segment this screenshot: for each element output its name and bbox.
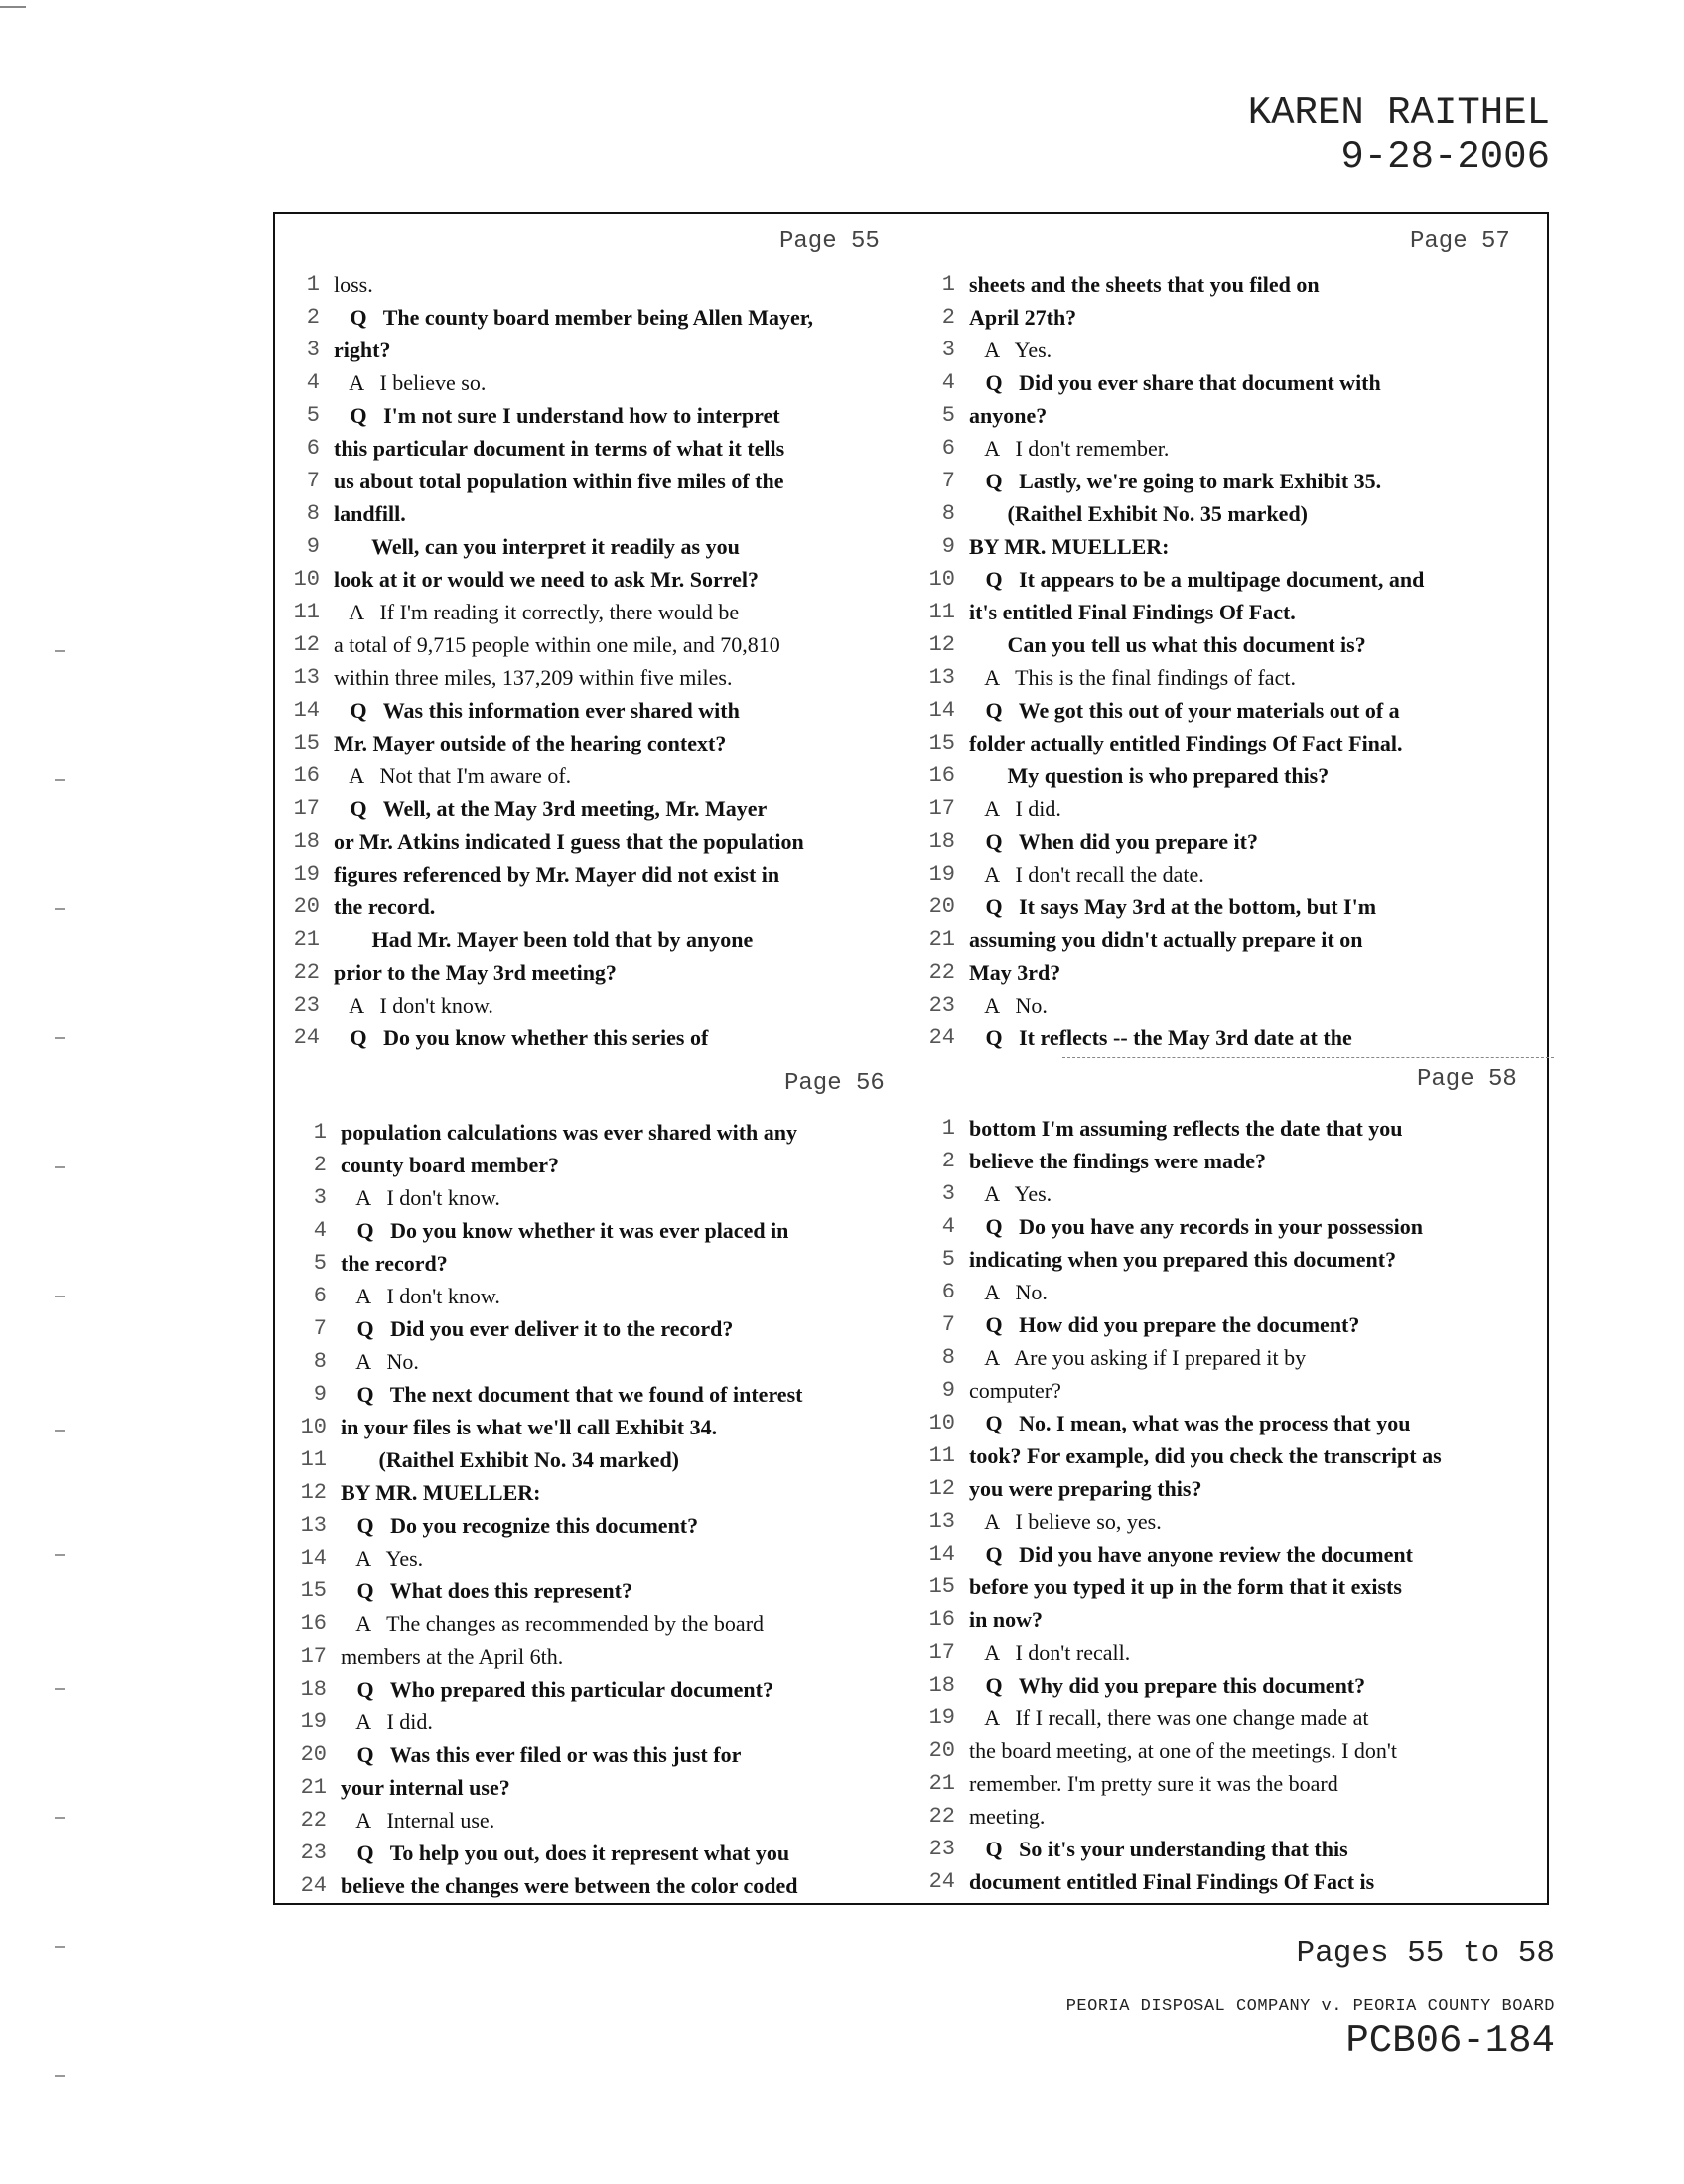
line-text: assuming you didn't actually prepare it on: [969, 927, 1363, 952]
line-number: 10: [928, 567, 955, 592]
line-number: 15: [300, 1578, 327, 1603]
line-text: (Raithel Exhibit No. 34 marked): [341, 1447, 679, 1472]
document-header: [1248, 91, 1550, 179]
line-text: A If I'm reading it correctly, there would be: [334, 600, 740, 624]
line-number: 24: [300, 1873, 327, 1898]
line-number: 5: [941, 1247, 955, 1272]
line-number: 10: [293, 567, 320, 592]
line-number: 2: [941, 305, 955, 330]
line-number: 11: [928, 1443, 955, 1468]
line-text: before you typed it up in the form that it exists: [969, 1574, 1402, 1599]
line-number: 18: [293, 829, 320, 854]
line-text: (Raithel Exhibit No. 35 marked): [969, 501, 1308, 526]
line-number: 13: [300, 1513, 327, 1538]
line-text: Q It says May 3rd at the bottom, but I'm: [969, 894, 1377, 919]
line-text: believe the changes were between the color coded: [341, 1873, 798, 1898]
line-text: within three miles, 137,209 within five miles.: [334, 665, 733, 690]
line-text: A I don't know.: [341, 1284, 500, 1308]
line-number: 9: [941, 534, 955, 559]
line-text: My question is who prepared this?: [969, 763, 1330, 788]
line-number: 8: [313, 1349, 327, 1374]
line-text: BY MR. MUELLER:: [969, 534, 1170, 559]
line-text: you were preparing this?: [969, 1476, 1202, 1501]
line-text: A Are you asking if I prepared it by: [969, 1345, 1307, 1370]
line-text: A I don't know.: [341, 1185, 500, 1210]
margin-dash: [55, 779, 65, 781]
line-number: 16: [300, 1611, 327, 1636]
line-text: your internal use?: [341, 1775, 510, 1800]
line-text: believe the findings were made?: [969, 1149, 1267, 1173]
line-text: BY MR. MUELLER:: [341, 1480, 541, 1505]
line-number: 5: [941, 403, 955, 428]
line-text: A I did.: [341, 1709, 433, 1734]
line-number: 15: [928, 731, 955, 755]
line-text: this particular document in terms of what it tells: [334, 436, 785, 461]
line-text: computer?: [969, 1378, 1061, 1403]
line-text: county board member?: [341, 1153, 559, 1177]
margin-dash: [55, 908, 65, 910]
case-caption: PEORIA DISPOSAL COMPANY v. PEORIA COUNTY BOARD: [1065, 1997, 1555, 2016]
line-text: population calculations was ever shared with any: [341, 1120, 798, 1145]
line-number: 22: [928, 1804, 955, 1829]
line-text: Q Was this information ever shared with: [334, 698, 740, 723]
line-text: Q Was this ever filed or was this just for: [341, 1742, 742, 1767]
line-text: a total of 9,715 people within one mile, and 70,810: [334, 632, 780, 657]
line-text: Q No. I mean, what was the process that you: [969, 1411, 1411, 1435]
line-number: 15: [928, 1574, 955, 1599]
line-number: 22: [300, 1808, 327, 1833]
line-number: 2: [306, 305, 320, 330]
line-number: 11: [293, 600, 320, 624]
line-text: Well, can you interpret it readily as you: [334, 534, 740, 559]
line-text: A This is the final findings of fact.: [969, 665, 1296, 690]
line-text: A I believe so, yes.: [969, 1509, 1162, 1534]
page-number-label: Page 55: [779, 228, 880, 255]
line-number: 1: [941, 1116, 955, 1141]
line-text: Had Mr. Mayer been told that by anyone: [334, 927, 754, 952]
line-number: 2: [941, 1149, 955, 1173]
line-number: 11: [300, 1447, 327, 1472]
line-number: 7: [941, 469, 955, 493]
margin-dash: [55, 2075, 65, 2077]
line-number: 10: [928, 1411, 955, 1435]
line-text: Q Do you have any records in your possession: [969, 1214, 1423, 1239]
line-number: 12: [300, 1480, 327, 1505]
line-number: 1: [941, 272, 955, 297]
line-number: 6: [941, 436, 955, 461]
line-number: 8: [941, 501, 955, 526]
line-number: 17: [928, 1640, 955, 1665]
line-number: 24: [293, 1025, 320, 1050]
line-number: 20: [928, 894, 955, 919]
margin-dash: [55, 1430, 65, 1432]
line-text: Q Did you have anyone review the document: [969, 1542, 1413, 1567]
line-number: 17: [928, 796, 955, 821]
page-number-label: Page 57: [1410, 228, 1510, 255]
line-text: A I don't recall.: [969, 1640, 1131, 1665]
line-text: Q It appears to be a multipage document, and: [969, 567, 1425, 592]
line-text: loss.: [334, 272, 373, 297]
line-number: 5: [313, 1251, 327, 1276]
line-number: 18: [928, 1673, 955, 1698]
line-number: 5: [306, 403, 320, 428]
line-text: Q Who prepared this particular document?: [341, 1677, 773, 1702]
line-text: A I believe so.: [334, 370, 487, 395]
line-text: in now?: [969, 1607, 1043, 1632]
line-text: May 3rd?: [969, 960, 1061, 985]
line-text: right?: [334, 338, 391, 362]
line-number: 17: [293, 796, 320, 821]
line-text: the record?: [341, 1251, 448, 1276]
line-number: 10: [300, 1415, 327, 1439]
line-text: April 27th?: [969, 305, 1077, 330]
line-number: 16: [928, 1607, 955, 1632]
line-text: A I did.: [969, 796, 1061, 821]
line-number: 11: [928, 600, 955, 624]
line-number: 7: [313, 1316, 327, 1341]
line-text: Q Do you know whether it was ever placed in: [341, 1218, 789, 1243]
case-number: PCB06-184: [1345, 2019, 1555, 2063]
margin-dash: [55, 1296, 65, 1297]
line-text: us about total population within five miles of the: [334, 469, 784, 493]
line-text: remember. I'm pretty sure it was the board: [969, 1771, 1338, 1796]
line-number: 14: [293, 698, 320, 723]
line-number: 9: [306, 534, 320, 559]
line-number: 19: [928, 862, 955, 887]
line-number: 19: [293, 862, 320, 887]
line-text: Q It reflects -- the May 3rd date at the: [969, 1025, 1352, 1050]
line-number: 9: [313, 1382, 327, 1407]
line-number: 22: [293, 960, 320, 985]
page-number-label: Page 58: [1417, 1066, 1517, 1093]
line-number: 24: [928, 1869, 955, 1894]
line-text: Q Lastly, we're going to mark Exhibit 35.: [969, 469, 1382, 493]
line-number: 4: [313, 1218, 327, 1243]
line-number: 13: [928, 665, 955, 690]
page-number-label: Page 56: [784, 1070, 885, 1097]
line-number: 17: [300, 1644, 327, 1669]
line-text: folder actually entitled Findings Of Fact Final.: [969, 731, 1403, 755]
line-number: 3: [941, 338, 955, 362]
line-number: 4: [306, 370, 320, 395]
line-number: 21: [928, 927, 955, 952]
line-number: 14: [928, 1542, 955, 1567]
line-number: 8: [941, 1345, 955, 1370]
line-text: look at it or would we need to ask Mr. Sorrel?: [334, 567, 759, 592]
line-text: A Internal use.: [341, 1808, 495, 1833]
line-number: 14: [300, 1546, 327, 1570]
line-text: bottom I'm assuming reflects the date that you: [969, 1116, 1403, 1141]
line-text: A The changes as recommended by the board: [341, 1611, 765, 1636]
line-number: 23: [300, 1841, 327, 1865]
line-text: Q Did you ever share that document with: [969, 370, 1381, 395]
margin-dash: [55, 1946, 65, 1948]
line-number: 1: [306, 272, 320, 297]
line-text: Q I'm not sure I understand how to interpret: [334, 403, 780, 428]
line-text: A Yes.: [341, 1546, 424, 1570]
line-number: 23: [928, 1837, 955, 1861]
line-text: A I don't remember.: [969, 436, 1170, 461]
line-text: Q When did you prepare it?: [969, 829, 1258, 854]
page-divider: [1062, 1057, 1554, 1058]
margin-dash: [55, 1817, 65, 1819]
line-text: Q To help you out, does it represent what you: [341, 1841, 790, 1865]
line-text: the record.: [334, 894, 436, 919]
deposition-date: 9-28-2006: [1340, 135, 1550, 179]
line-text: landfill.: [334, 501, 406, 526]
line-text: the board meeting, at one of the meetings. I don't: [969, 1738, 1398, 1763]
line-number: 23: [293, 993, 320, 1018]
line-text: Q What does this represent?: [341, 1578, 632, 1603]
margin-dash: [55, 1554, 65, 1556]
margin-dash: [55, 650, 65, 652]
line-number: 3: [313, 1185, 327, 1210]
line-number: 6: [313, 1284, 327, 1308]
line-number: 22: [928, 960, 955, 985]
line-text: A No.: [341, 1349, 419, 1374]
line-text: A If I recall, there was one change made at: [969, 1706, 1369, 1730]
line-text: figures referenced by Mr. Mayer did not exist in: [334, 862, 780, 887]
line-text: Q We got this out of your materials out of a: [969, 698, 1400, 723]
line-number: 1: [313, 1120, 327, 1145]
pages-range: Pages 55 to 58: [1296, 1936, 1555, 1971]
line-text: A No.: [969, 993, 1048, 1018]
line-text: Q Do you recognize this document?: [341, 1513, 699, 1538]
line-number: 16: [928, 763, 955, 788]
line-number: 2: [313, 1153, 327, 1177]
line-number: 23: [928, 993, 955, 1018]
line-number: 15: [293, 731, 320, 755]
line-text: anyone?: [969, 403, 1048, 428]
witness-name: KAREN RAITHEL: [1247, 91, 1550, 135]
line-number: 8: [306, 501, 320, 526]
line-number: 21: [928, 1771, 955, 1796]
line-number: 3: [941, 1181, 955, 1206]
line-number: 24: [928, 1025, 955, 1050]
margin-dash: [55, 1688, 65, 1690]
line-text: Q Why did you prepare this document?: [969, 1673, 1366, 1698]
line-number: 7: [941, 1312, 955, 1337]
line-text: it's entitled Final Findings Of Fact.: [969, 600, 1296, 624]
line-number: 18: [300, 1677, 327, 1702]
line-number: 6: [306, 436, 320, 461]
line-text: sheets and the sheets that you filed on: [969, 272, 1320, 297]
line-number: 9: [941, 1378, 955, 1403]
line-text: Q Well, at the May 3rd meeting, Mr. Mayer: [334, 796, 768, 821]
line-text: indicating when you prepared this document?: [969, 1247, 1397, 1272]
scan-corner-mark: [0, 6, 26, 8]
line-text: members at the April 6th.: [341, 1644, 564, 1669]
line-text: Q The county board member being Allen Mayer,: [334, 305, 813, 330]
line-text: took? For example, did you check the transcript as: [969, 1443, 1442, 1468]
line-number: 20: [293, 894, 320, 919]
line-number: 12: [928, 1476, 955, 1501]
line-number: 4: [941, 1214, 955, 1239]
line-number: 18: [928, 829, 955, 854]
line-number: 19: [300, 1709, 327, 1734]
margin-dash: [55, 1166, 65, 1168]
margin-dash: [55, 1037, 65, 1039]
line-number: 21: [293, 927, 320, 952]
line-text: prior to the May 3rd meeting?: [334, 960, 617, 985]
line-text: meeting.: [969, 1804, 1046, 1829]
line-number: 13: [928, 1509, 955, 1534]
line-text: A Yes.: [969, 338, 1052, 362]
line-text: Mr. Mayer outside of the hearing context?: [334, 731, 727, 755]
line-number: 20: [300, 1742, 327, 1767]
line-text: Q So it's your understanding that this: [969, 1837, 1348, 1861]
line-number: 13: [293, 665, 320, 690]
line-text: A I don't recall the date.: [969, 862, 1204, 887]
line-text: Q The next document that we found of interest: [341, 1382, 803, 1407]
line-number: 4: [941, 370, 955, 395]
line-text: Q How did you prepare the document?: [969, 1312, 1360, 1337]
line-text: in your files is what we'll call Exhibit 34.: [341, 1415, 718, 1439]
line-text: A Yes.: [969, 1181, 1052, 1206]
line-text: A No.: [969, 1280, 1048, 1304]
line-text: A I don't know.: [334, 993, 493, 1018]
line-text: Q Do you know whether this series of: [334, 1025, 709, 1050]
line-number: 6: [941, 1280, 955, 1304]
line-number: 7: [306, 469, 320, 493]
line-text: Can you tell us what this document is?: [969, 632, 1366, 657]
line-text: A Not that I'm aware of.: [334, 763, 572, 788]
line-number: 21: [300, 1775, 327, 1800]
line-number: 12: [293, 632, 320, 657]
line-number: 19: [928, 1706, 955, 1730]
line-number: 16: [293, 763, 320, 788]
line-number: 14: [928, 698, 955, 723]
line-number: 12: [928, 632, 955, 657]
line-text: or Mr. Atkins indicated I guess that the population: [334, 829, 804, 854]
line-number: 3: [306, 338, 320, 362]
line-text: document entitled Final Findings Of Fact is: [969, 1869, 1375, 1894]
line-number: 20: [928, 1738, 955, 1763]
line-text: Q Did you ever deliver it to the record?: [341, 1316, 734, 1341]
